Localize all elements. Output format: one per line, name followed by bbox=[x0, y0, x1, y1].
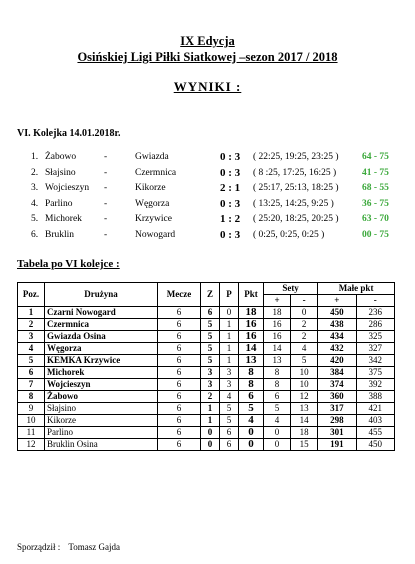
cell-team: Bruklin Osina bbox=[45, 439, 158, 451]
footer bbox=[17, 542, 126, 552]
footer-label: Sporządził : bbox=[17, 542, 61, 552]
cell-mecze: 6 bbox=[158, 415, 201, 427]
cell-p: 5 bbox=[220, 415, 239, 427]
cell-mp-plus: 191 bbox=[318, 439, 356, 451]
table-row bbox=[18, 403, 395, 415]
cell-mp-plus: 360 bbox=[318, 391, 356, 403]
table-row bbox=[18, 427, 395, 439]
match-score: 2 : 1 bbox=[220, 182, 241, 194]
match-home-team: Bruklin bbox=[45, 229, 75, 240]
match-away-team: Kikorze bbox=[135, 183, 166, 193]
cell-sety-plus: 16 bbox=[264, 319, 291, 331]
match-sets: ( 13:25, 14:25, 9:25 ) bbox=[253, 198, 334, 209]
results-heading: WYNIKI : bbox=[173, 79, 242, 94]
match-row bbox=[0, 214, 415, 227]
cell-z: 5 bbox=[201, 331, 220, 343]
footer-author: Tomasz Gajda bbox=[68, 542, 120, 552]
cell-mp-plus: 434 bbox=[318, 331, 356, 343]
cell-team: Wojcieszyn bbox=[45, 379, 158, 391]
match-sets: ( 22:25, 19:25, 23:25 ) bbox=[253, 152, 339, 162]
table-row bbox=[18, 379, 395, 391]
cell-mp-plus: 298 bbox=[318, 415, 356, 427]
cell-p: 5 bbox=[220, 403, 239, 415]
col-pkt: Pkt bbox=[239, 283, 264, 307]
match-score: 0 : 3 bbox=[220, 151, 241, 163]
col-z: Z bbox=[201, 283, 220, 307]
cell-team: Kikorze bbox=[45, 415, 158, 427]
cell-p: 6 bbox=[220, 427, 239, 439]
col-sety-plus: + bbox=[264, 295, 291, 307]
cell-mp-plus: 420 bbox=[318, 355, 356, 367]
cell-z: 6 bbox=[201, 307, 220, 319]
cell-team: Węgorza bbox=[45, 343, 158, 355]
cell-pkt: 4 bbox=[239, 415, 264, 427]
cell-mp-plus: 438 bbox=[318, 319, 356, 331]
match-home-team: Wojcieszyn bbox=[45, 183, 90, 193]
cell-mp-plus: 384 bbox=[318, 367, 356, 379]
match-away-team: Węgorza bbox=[135, 198, 170, 209]
cell-sety-minus: 5 bbox=[291, 355, 318, 367]
cell-sety-minus: 12 bbox=[291, 391, 318, 403]
col-p: P bbox=[220, 283, 239, 307]
cell-mp-minus: 286 bbox=[356, 319, 394, 331]
cell-pkt: 16 bbox=[239, 319, 264, 331]
cell-pkt: 8 bbox=[239, 379, 264, 391]
match-home-team: Michorek bbox=[45, 214, 82, 224]
table-row bbox=[18, 391, 395, 403]
match-home-team: Słajsino bbox=[45, 167, 76, 178]
match-score: 0 : 3 bbox=[220, 228, 241, 241]
cell-pkt: 14 bbox=[239, 343, 264, 355]
cell-pkt: 13 bbox=[239, 355, 264, 367]
standings-body bbox=[18, 307, 395, 451]
cell-sety-plus: 0 bbox=[264, 439, 291, 451]
cell-team: Michorek bbox=[45, 367, 158, 379]
cell-poz: 4 bbox=[18, 343, 45, 355]
cell-p: 3 bbox=[220, 367, 239, 379]
match-points: 00 - 75 bbox=[362, 229, 389, 240]
match-away-team: Krzywice bbox=[135, 214, 172, 224]
cell-sety-minus: 10 bbox=[291, 379, 318, 391]
cell-poz: 3 bbox=[18, 331, 45, 343]
cell-mp-minus: 392 bbox=[356, 379, 394, 391]
cell-sety-minus: 13 bbox=[291, 403, 318, 415]
cell-mp-minus: 403 bbox=[356, 415, 394, 427]
cell-mp-minus: 236 bbox=[356, 307, 394, 319]
cell-sety-plus: 14 bbox=[264, 343, 291, 355]
match-score: 0 : 3 bbox=[220, 166, 241, 179]
cell-team: KEMKA Krzywice bbox=[45, 355, 158, 367]
cell-poz: 2 bbox=[18, 319, 45, 331]
cell-sety-minus: 2 bbox=[291, 331, 318, 343]
cell-sety-plus: 8 bbox=[264, 379, 291, 391]
cell-mecze: 6 bbox=[158, 439, 201, 451]
match-separator: - bbox=[104, 183, 108, 193]
cell-sety-plus: 18 bbox=[264, 307, 291, 319]
col-mecze: Mecze bbox=[158, 283, 201, 307]
match-number: 1. bbox=[31, 152, 39, 162]
col-poz: Poz. bbox=[18, 283, 45, 307]
cell-sety-minus: 10 bbox=[291, 367, 318, 379]
cell-team: Parlino bbox=[45, 427, 158, 439]
match-separator: - bbox=[104, 152, 108, 162]
cell-sety-minus: 4 bbox=[291, 343, 318, 355]
match-sets: ( 8 :25, 17:25, 16:25 ) bbox=[253, 167, 337, 178]
cell-team: Czermnica bbox=[45, 319, 158, 331]
cell-mp-plus: 301 bbox=[318, 427, 356, 439]
match-number: 3. bbox=[31, 183, 39, 193]
cell-pkt: 5 bbox=[239, 403, 264, 415]
cell-sety-plus: 4 bbox=[264, 415, 291, 427]
match-away-team: Nowogard bbox=[135, 229, 176, 240]
cell-z: 0 bbox=[201, 439, 220, 451]
cell-sety-minus: 18 bbox=[291, 427, 318, 439]
col-sety-minus: - bbox=[291, 295, 318, 307]
cell-z: 1 bbox=[201, 403, 220, 415]
cell-poz: 11 bbox=[18, 427, 45, 439]
cell-z: 5 bbox=[201, 319, 220, 331]
cell-mp-minus: 375 bbox=[356, 367, 394, 379]
edition-title: IX Edycja bbox=[180, 34, 235, 48]
match-points: 64 - 75 bbox=[362, 152, 389, 162]
cell-pkt: 16 bbox=[239, 331, 264, 343]
match-points: 36 - 75 bbox=[362, 198, 389, 209]
cell-poz: 5 bbox=[18, 355, 45, 367]
cell-mp-plus: 374 bbox=[318, 379, 356, 391]
cell-mecze: 6 bbox=[158, 391, 201, 403]
cell-z: 5 bbox=[201, 355, 220, 367]
cell-pkt: 0 bbox=[239, 427, 264, 439]
cell-mecze: 6 bbox=[158, 367, 201, 379]
cell-p: 0 bbox=[220, 307, 239, 319]
match-away-team: Gwiazda bbox=[135, 152, 169, 162]
match-home-team: Parlino bbox=[45, 198, 73, 209]
cell-p: 4 bbox=[220, 391, 239, 403]
cell-p: 3 bbox=[220, 379, 239, 391]
cell-mp-plus: 450 bbox=[318, 307, 356, 319]
cell-mp-plus: 317 bbox=[318, 403, 356, 415]
cell-z: 5 bbox=[201, 343, 220, 355]
cell-z: 2 bbox=[201, 391, 220, 403]
table-row bbox=[18, 367, 395, 379]
cell-poz: 9 bbox=[18, 403, 45, 415]
cell-mecze: 6 bbox=[158, 379, 201, 391]
match-separator: - bbox=[104, 229, 108, 240]
cell-mecze: 6 bbox=[158, 355, 201, 367]
league-title: Osińskiej Ligi Piłki Siatkowej –sezon 2017 / 2018 bbox=[77, 50, 338, 64]
round-title: VI. Kolejka 14.01.2018r. bbox=[17, 128, 121, 139]
cell-mp-minus: 327 bbox=[356, 343, 394, 355]
col-mp-plus: + bbox=[318, 295, 356, 307]
cell-p: 1 bbox=[220, 331, 239, 343]
col-male-pkt: Małe pkt bbox=[318, 283, 395, 295]
cell-pkt: 0 bbox=[239, 439, 264, 451]
cell-z: 3 bbox=[201, 379, 220, 391]
match-row bbox=[0, 230, 415, 243]
col-mp-minus: - bbox=[356, 295, 394, 307]
cell-mp-minus: 388 bbox=[356, 391, 394, 403]
cell-poz: 12 bbox=[18, 439, 45, 451]
cell-sety-plus: 6 bbox=[264, 391, 291, 403]
match-separator: - bbox=[104, 198, 108, 209]
match-away-team: Czermnica bbox=[135, 167, 177, 178]
match-row bbox=[0, 168, 415, 181]
cell-mp-minus: 421 bbox=[356, 403, 394, 415]
cell-mp-minus: 325 bbox=[356, 331, 394, 343]
table-row bbox=[18, 307, 395, 319]
match-row bbox=[0, 199, 415, 212]
col-team: Drużyna bbox=[45, 283, 158, 307]
cell-mecze: 6 bbox=[158, 331, 201, 343]
table-row bbox=[18, 319, 395, 331]
match-number: 6. bbox=[31, 229, 39, 240]
table-row bbox=[18, 415, 395, 427]
cell-mecze: 6 bbox=[158, 307, 201, 319]
cell-team: Żabowo bbox=[45, 391, 158, 403]
cell-poz: 7 bbox=[18, 379, 45, 391]
cell-mp-minus: 342 bbox=[356, 355, 394, 367]
cell-p: 1 bbox=[220, 355, 239, 367]
match-points: 68 - 55 bbox=[362, 183, 389, 193]
standings-table bbox=[17, 282, 395, 451]
cell-pkt: 8 bbox=[239, 367, 264, 379]
match-points: 63 - 70 bbox=[362, 214, 389, 224]
cell-p: 6 bbox=[220, 439, 239, 451]
cell-poz: 10 bbox=[18, 415, 45, 427]
match-score: 1 : 2 bbox=[220, 213, 241, 225]
match-sets: ( 0:25, 0:25, 0:25 ) bbox=[253, 229, 325, 240]
cell-sety-plus: 0 bbox=[264, 427, 291, 439]
match-number: 5. bbox=[31, 214, 39, 224]
cell-mecze: 6 bbox=[158, 343, 201, 355]
cell-mecze: 6 bbox=[158, 403, 201, 415]
table-row bbox=[18, 343, 395, 355]
match-separator: - bbox=[104, 214, 108, 224]
cell-team: Słajsino bbox=[45, 403, 158, 415]
cell-p: 1 bbox=[220, 343, 239, 355]
match-row bbox=[0, 152, 415, 165]
table-row bbox=[18, 331, 395, 343]
table-row bbox=[18, 439, 395, 451]
cell-sety-plus: 5 bbox=[264, 403, 291, 415]
match-number: 2. bbox=[31, 167, 39, 178]
cell-z: 0 bbox=[201, 427, 220, 439]
cell-sety-minus: 14 bbox=[291, 415, 318, 427]
cell-poz: 1 bbox=[18, 307, 45, 319]
cell-mp-plus: 432 bbox=[318, 343, 356, 355]
cell-z: 3 bbox=[201, 367, 220, 379]
table-row bbox=[18, 355, 395, 367]
cell-sety-minus: 0 bbox=[291, 307, 318, 319]
cell-poz: 8 bbox=[18, 391, 45, 403]
match-separator: - bbox=[104, 167, 108, 178]
match-sets: ( 25:17, 25:13, 18:25 ) bbox=[253, 183, 339, 193]
cell-pkt: 6 bbox=[239, 391, 264, 403]
cell-sety-minus: 15 bbox=[291, 439, 318, 451]
cell-team: Gwiazda Osina bbox=[45, 331, 158, 343]
cell-sety-plus: 8 bbox=[264, 367, 291, 379]
cell-poz: 6 bbox=[18, 367, 45, 379]
match-home-team: Żabowo bbox=[45, 152, 77, 162]
cell-team: Czarni Nowogard bbox=[45, 307, 158, 319]
standings-title: Tabela po VI kolejce : bbox=[17, 258, 120, 270]
cell-mp-minus: 450 bbox=[356, 439, 394, 451]
cell-sety-minus: 2 bbox=[291, 319, 318, 331]
match-points: 41 - 75 bbox=[362, 167, 389, 178]
cell-mecze: 6 bbox=[158, 319, 201, 331]
cell-sety-plus: 16 bbox=[264, 331, 291, 343]
match-row bbox=[0, 183, 415, 196]
col-sety: Sety bbox=[264, 283, 318, 295]
match-sets: ( 25:20, 18:25, 20:25 ) bbox=[253, 214, 339, 224]
match-number: 4. bbox=[31, 198, 39, 209]
cell-mp-minus: 455 bbox=[356, 427, 394, 439]
cell-pkt: 18 bbox=[239, 307, 264, 319]
cell-sety-plus: 13 bbox=[264, 355, 291, 367]
cell-p: 1 bbox=[220, 319, 239, 331]
match-score: 0 : 3 bbox=[220, 197, 241, 210]
cell-mecze: 6 bbox=[158, 427, 201, 439]
cell-z: 1 bbox=[201, 415, 220, 427]
